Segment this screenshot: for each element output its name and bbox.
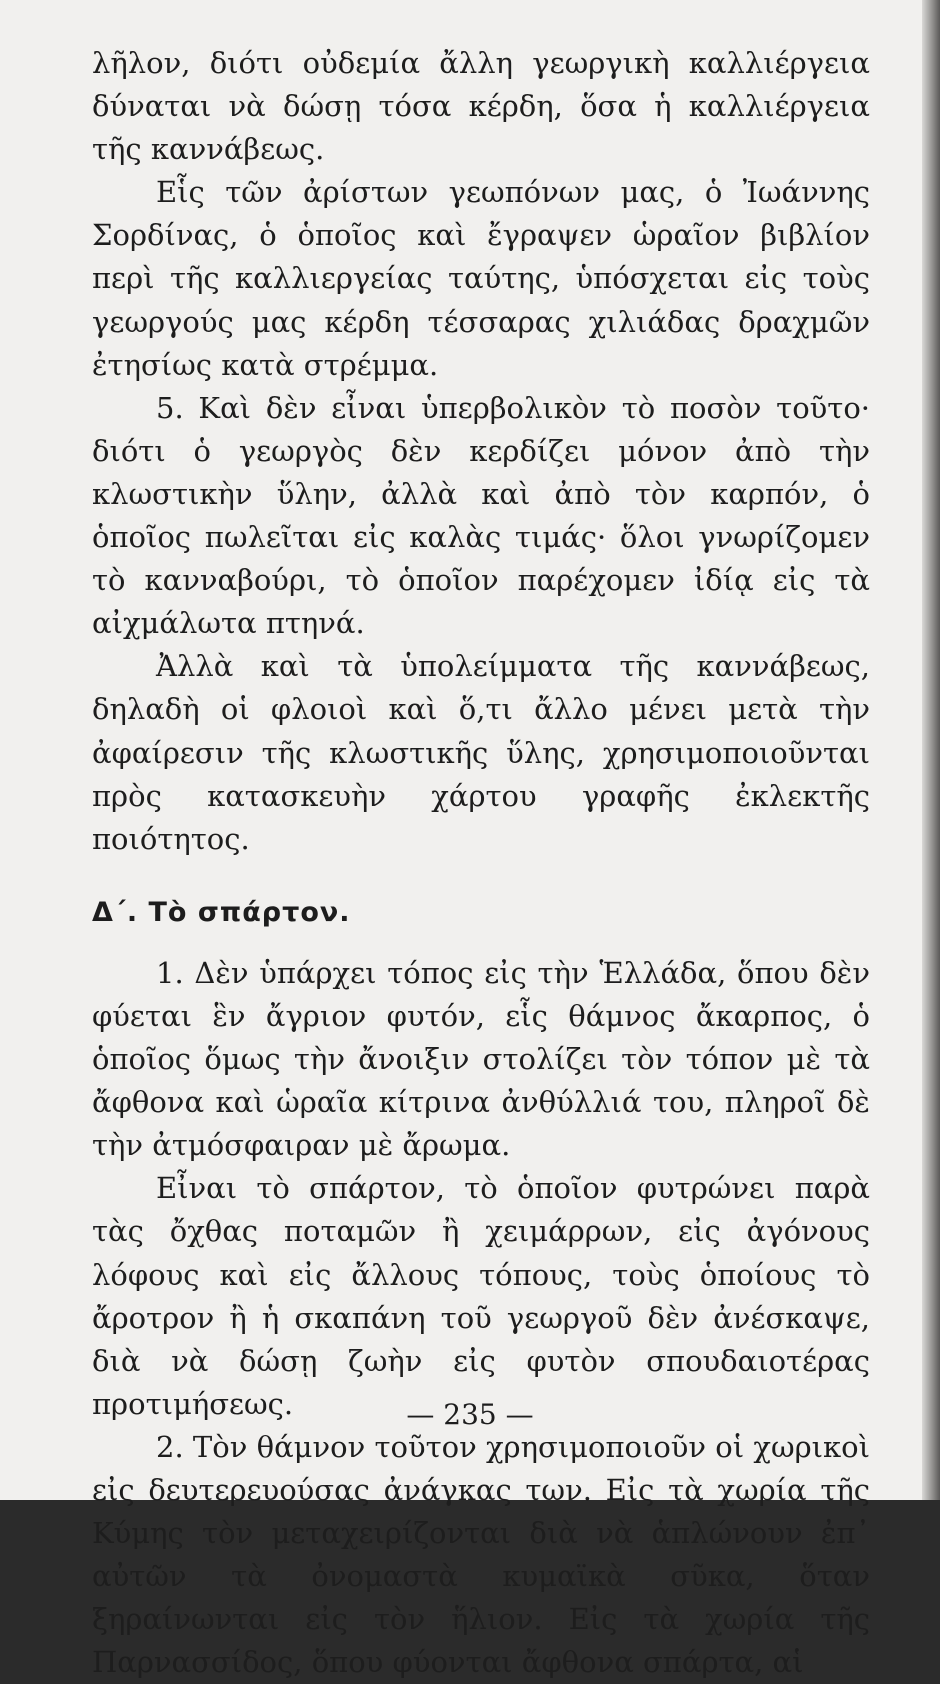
paragraph-sordinas: Εἷς τῶν ἀρίστων γεωπόνων μας, ὁ Ἰωάννης Σορδίνας, ὁ ὁποῖος καὶ ἔγραψεν ὡραῖον βιβλίον περὶ τῆς καλλιεργείας ταύτης, ὑπόσχεται εἰς τοὺς γεωργούς μας κέρδη τέσσαρας χιλιάδας δραχμῶν ἐτησίως κατὰ στρέμμα.	[92, 175, 870, 382]
page-body	[92, 42, 870, 1684]
paragraph-2: 2. Τὸν θάμνον τοῦτον χρησιμοποιοῦν οἱ χωρικοὶ εἰς δευτερευούσας ἀνάγκας των. Εἰς τὰ χωρία τῆς Κύμης τὸν μεταχειρίζονται διὰ νὰ ἁπλώνουν ἐπ᾽ αὐτῶν τὰ ὀνομαστὰ κυμαϊκὰ σῦκα, ὅταν ξηραίνωνται εἰς τὸν ἥλιον. Εἰς τὰ χωρία τῆς Παρνασσίδος, ὅπου φύονται ἄφθονα σπάρτα, αἱ	[92, 1429, 870, 1680]
paragraph-1: 1. Δὲν ὑπάρχει τόπος εἰς τὴν Ἑλλάδα, ὅπου δὲν φύεται ἓν ἄγριον φυτόν, εἷς θάμνος ἄκαρπος, ὁ ὁποῖος ὅμως τὴν ἄνοιξιν στολίζει τὸν τόπον μὲ τὰ ἄφθονα καὶ ὡραῖα κίτρινα ἀνθύλλιά του, πληροῖ δὲ τὴν ἀτμόσφαιραν μὲ ἄρωμα.	[92, 955, 870, 1163]
section-heading: Δ΄. Τὸ σπάρτον.	[92, 896, 351, 928]
paragraph-residues: Ἀλλὰ καὶ τὰ ὑπολείμματα τῆς καννάβεως, δηλαδὴ οἱ φλοιοὶ καὶ ὅ,τι ἄλλο μένει μετὰ τὴν ἀφαίρεσιν τῆς κλωστικῆς ὕλης, χρησιμοποιοῦνται πρὸς κατασκευὴν χάρτου γραφῆς ἐκλεκτῆς ποιότητος.	[92, 649, 870, 856]
page-edge-shadow	[922, 0, 940, 1500]
paragraph-5: 5. Καὶ δὲν εἶναι ὑπερβολικὸν τὸ ποσὸν τοῦτο· διότι ὁ γεωργὸς δὲν κερδίζει μόνον ἀπὸ τὴν κλωστικὴν ὕλην, ἀλλὰ καὶ ἀπὸ τὸν καρπόν, ὁ ὁποῖος πωλεῖται εἰς καλὰς τιμάς· ὅλοι γνωρίζομεν τὸ κανναβούρι, τὸ ὁποῖον παρέχομεν ἰδίᾳ εἰς τὰ αἰχμάλωτα πτηνά.	[92, 390, 870, 641]
paragraph-continuation: λῆλον, διότι οὐδεμία ἄλλη γεωργικὴ καλλιέργεια δύναται νὰ δώσῃ τόσα κέρδη, ὅσα ἡ καλλιέργεια τῆς καννάβεως.	[92, 46, 870, 167]
paragraph-spartium: Εἶναι τὸ σπάρτον, τὸ ὁποῖον φυτρώνει παρὰ τὰς ὄχθας ποταμῶν ἢ χειμάρρων, εἰς ἀγόνους λόφους καὶ εἰς ἄλλους τόπους, τοὺς ὁποίους τὸ ἄροτρον ἢ ἡ σκαπάνη τοῦ γεωργοῦ δὲν ἀνέσκαψε, διὰ νὰ δώσῃ ζωὴν εἰς φυτὸν σπουδαιοτέρας προτιμήσεως.	[92, 1171, 870, 1421]
page-number: — 235 —	[406, 1398, 534, 1431]
